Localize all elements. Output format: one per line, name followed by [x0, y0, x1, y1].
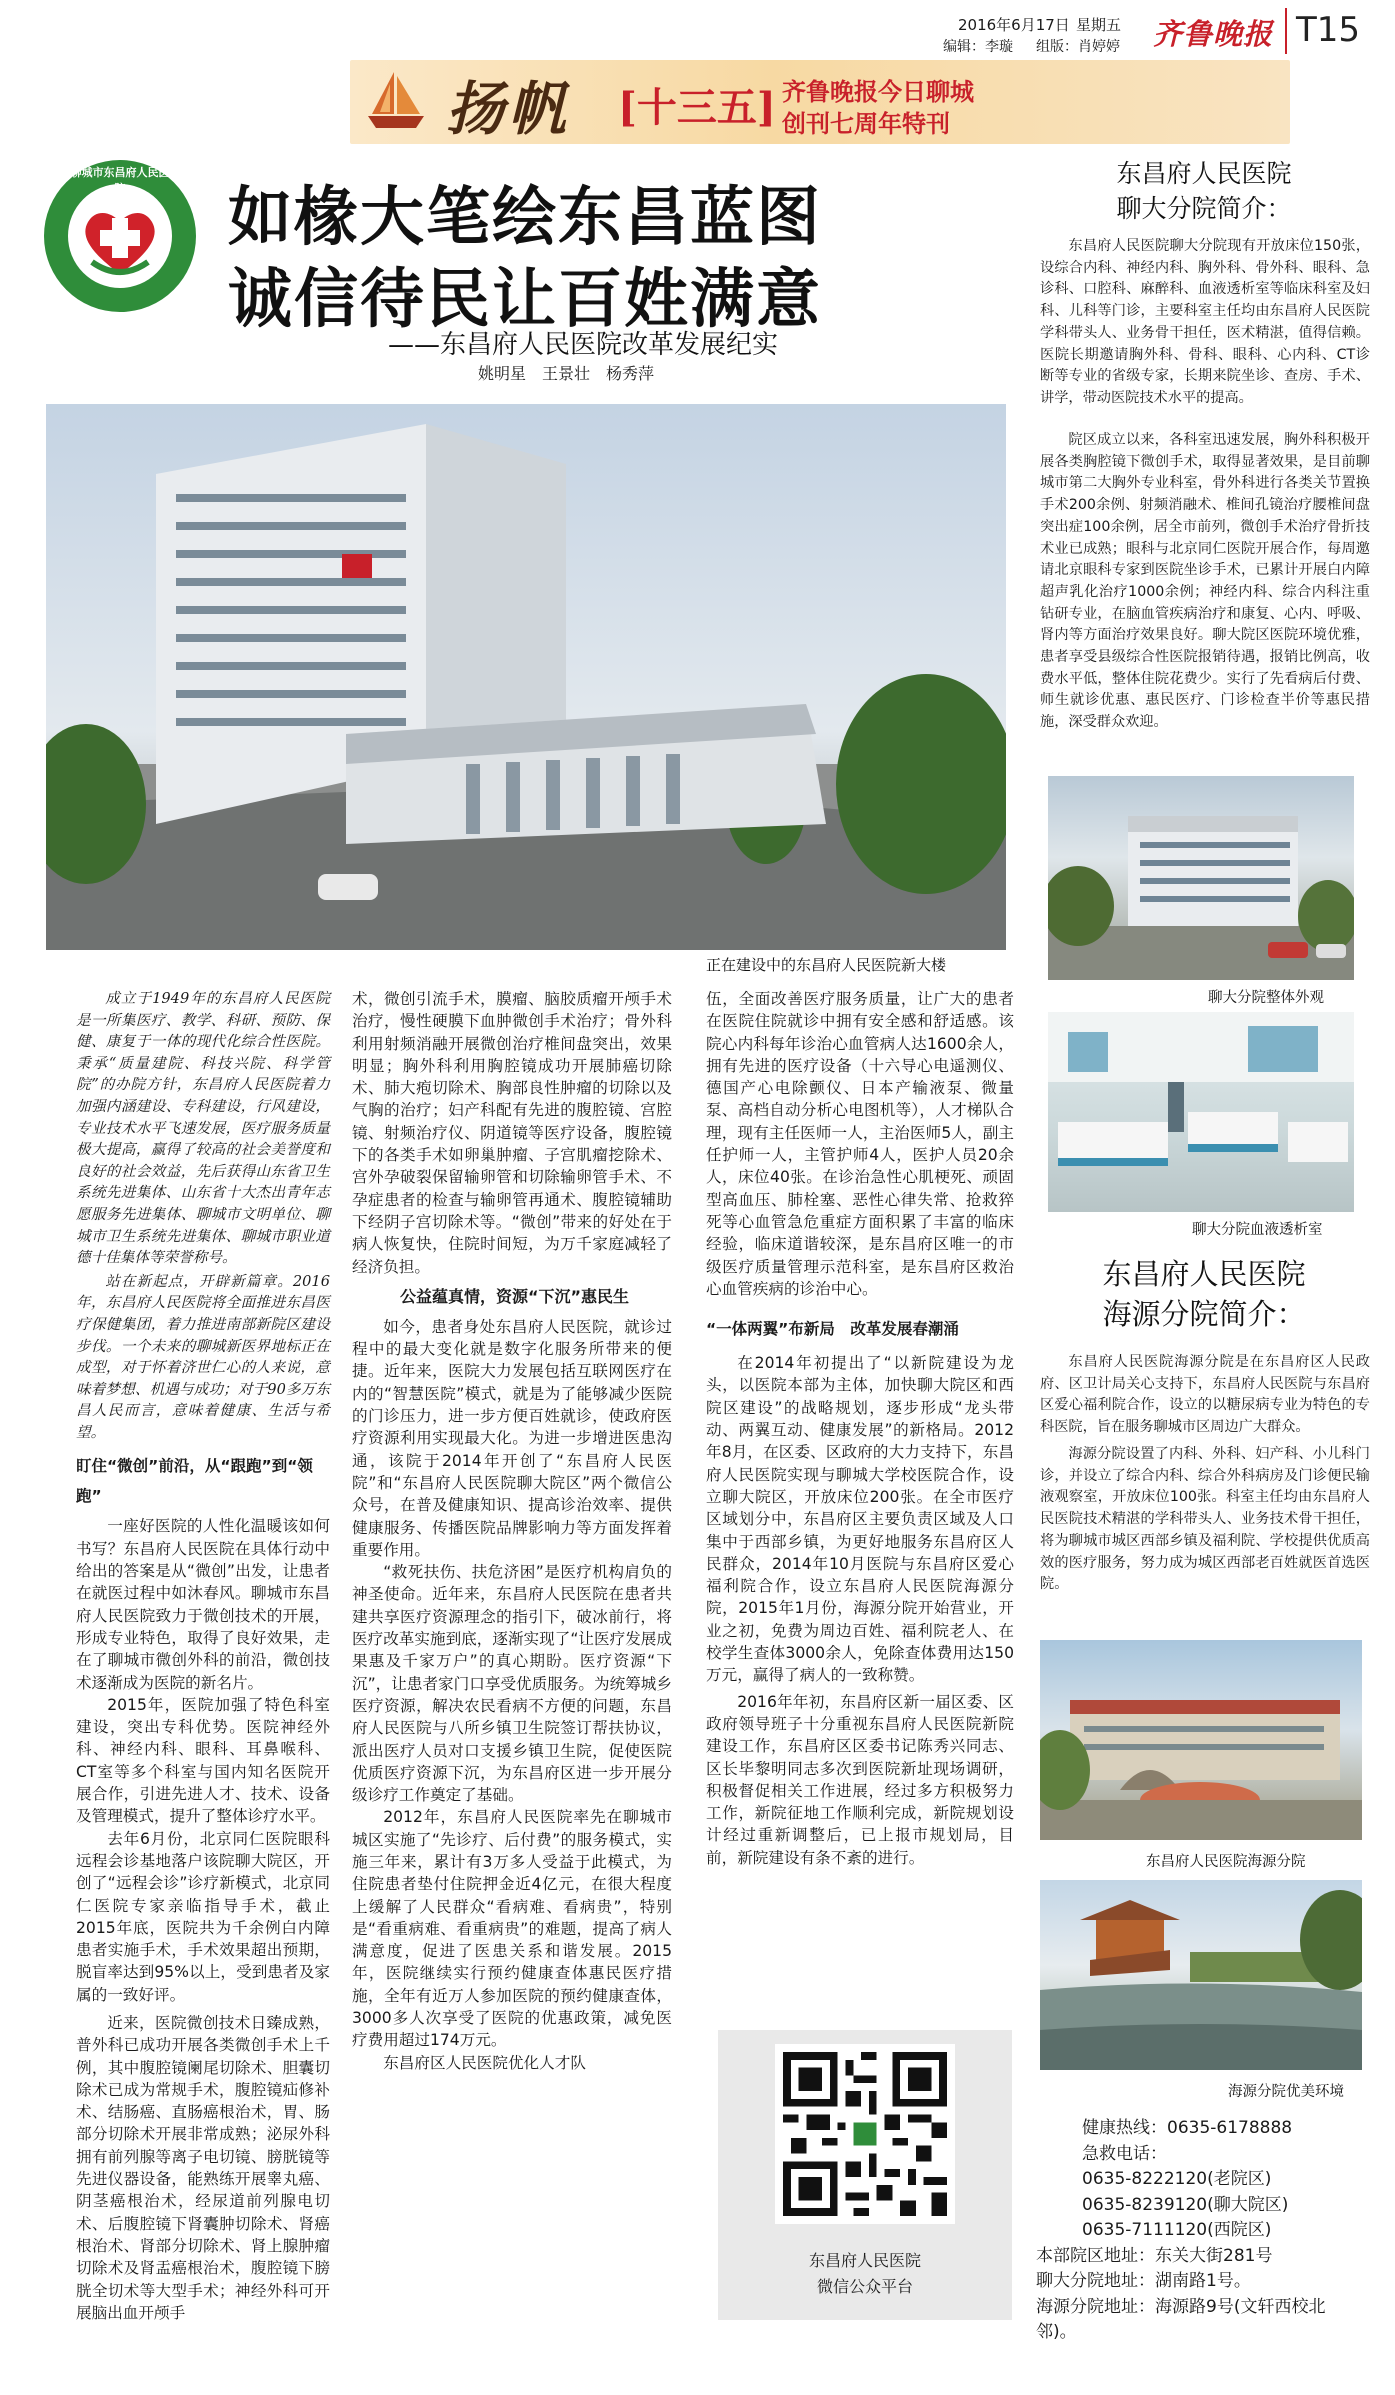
photo-haiyuan-branch — [1040, 1640, 1362, 1840]
caption-liaoda-exterior: 聊大分院整体外观 — [1208, 990, 1324, 1006]
designer-credit: 组版：肖婷婷 — [1036, 39, 1120, 55]
contact-address-main: 本部院区地址：东关大街281号 — [1036, 2245, 1273, 2266]
banner-logo-text: 扬帆 — [446, 75, 571, 143]
banner-series: [十三五] — [618, 84, 776, 131]
right-sidebar-heading-2 — [1030, 1254, 1378, 1334]
intro-paragraph-2: 站在新起点，开辟新篇章。2016年，东昌府人民医院将全面推进东昌医疗保健集团，着力推进南部新院区建设步伐。一个未来的聊城新医界地标正在成型，对于怀着济世仁心的人来说，意味着梦想、机遇与成功；对于90多万东昌人民而言，意味着健康、生活与希望。 — [76, 1272, 330, 1441]
caption-haiyuan-branch: 东昌府人民医院海源分院 — [1146, 1854, 1306, 1870]
main-photo-new-building — [46, 404, 1006, 950]
sailboat-icon — [360, 66, 432, 142]
col1-paragraph-2: 2015年，医院加强了特色科室建设，突出专科优势。医院神经外科、神经内科、眼科、耳鼻喉科、CT室等多个科室与国内知名医院开展合作，引进先进人才、技术、设备及管理模式，提升了整体诊疗水平。 — [76, 1695, 330, 1826]
sidebar-heading-1-line2: 聊大分院简介： — [1116, 194, 1292, 223]
headline-line1: 如椽大笔绘东昌蓝图 — [228, 180, 822, 255]
masthead — [0, 0, 1395, 60]
sidebar-heading-2-line2: 海源分院简介： — [1102, 1297, 1306, 1331]
section-heading-public-welfare: 公益蕴真情，资源“下沉”惠民生 — [400, 1286, 630, 1306]
col2-paragraph-1: 术，微创引流手术，膜瘤、脑胶质瘤开颅手术治疗，慢性硬膜下血肿微创手术治疗；骨外科利用射频消融开展微创治疗椎间盘突出，效果明显；胸外科利用胸腔镜成功开展肺癌切除术、肺大疱切除术、胸部良性肿瘤的切除以及气胸的治疗；妇产科配有先进的腹腔镜、宫腔镜、射频治疗仪、阴道镜等医疗设备，腹腔镜下的各类手术如卵巢肿瘤、子宫肌瘤挖除术、宫外孕破裂保留输卵管和切除输卵管手术、不孕症患者的检查与输卵管再通术、腹腔镜辅助下经阴子宫切除术等。“微创”带来的好处在于病人恢复快，住院时间短，为万千家庭减轻了经济负担。 — [352, 990, 672, 1276]
section-heading-one-body-two-wings: “一体两翼”布新局 改革发展春潮涌 — [706, 1320, 959, 1339]
caption-liaoda-dialysis: 聊大分院血液透析室 — [1192, 1222, 1323, 1238]
headline-line2: 诚信待民让百姓满意 — [228, 262, 822, 337]
contact-health-hotline: 健康热线：0635-6178888 — [1082, 2118, 1293, 2138]
section-heading-minimally-invasive: 盯住“微创”前沿，从“跟跑”到“领跑” — [76, 1457, 313, 1506]
col1-paragraph-4: 近来，医院微创技术日臻成熟，普外科已成功开展各类微创手术上千例，其中腹腔镜阑尾切除术、胆囊切除术已成为常规手术，腹腔镜疝修补术、结肠癌、直肠癌根治术，胃、肠部分切除术开展非常成熟；泌尿外科拥有前列腺等离子电切镜、膀胱镜等先进仪器设备，能熟练开展睾丸癌、阴茎癌根治术，经尿道前列腺电切术、后腹腔镜下肾囊肿切除术、肾癌根治术、肾部分切除术、肾上腺肿瘤切除术及肾盂癌根治术，腹腔镜下膀胱全切术等大型手术；神经外科可开展脑出血开颅手 — [76, 2014, 330, 2322]
banner-line2: 创刊七周年特刊 — [782, 110, 950, 138]
contact-phone-west: 0635-7111120(西院区) — [1082, 2220, 1272, 2240]
issue-weekday: 星期五 — [1076, 16, 1122, 34]
editor-credit: 编辑：李璇 — [943, 39, 1013, 55]
contact-phone-old-campus: 0635-8222120(老院区) — [1082, 2169, 1272, 2189]
page-number: T15 — [1296, 10, 1361, 50]
qr-code-image[interactable] — [775, 2044, 955, 2224]
qr-panel — [718, 2030, 1012, 2320]
sidebar-heading-2-line1: 东昌府人民医院 — [1102, 1257, 1306, 1291]
col2-paragraph-3: “救死扶伤、扶危济困”是医疗机构肩负的神圣使命。近年来，东昌府人民医院在患者共建共享医疗资源理念的指引下，破冰前行，将医疗改革实施到底，逐渐实现了“让医疗发展成果惠及千家万户”的真心期盼。医疗资源“下沉”，让患者家门口享受优质服务。为统筹城乡医疗资源，解决农民看病不方便的问题，东昌府人民医院与八所乡镇卫生院签订帮扶协议，派出医疗人员对口支援乡镇卫生院，促使医院优质医疗资源下沉，为东昌府区进一步开展分级诊疗工作奠定了基础。 — [352, 1563, 672, 1805]
article-column-1 — [76, 988, 330, 2324]
photo-liaoda-branch-exterior — [1048, 776, 1354, 980]
haiyuan-branch-paragraph-1: 东昌府人民医院海源分院是在东昌府区人民政府、区卫计局关心支持下，东昌府人民医院与东昌府区爱心福利院合作，设立的以糖尿病专业为特色的专科医院，旨在服务聊城市区周边广大群众。 — [1040, 1354, 1370, 1436]
photo-haiyuan-environment — [1040, 1880, 1362, 2070]
anniversary-banner — [350, 60, 1290, 144]
contact-address-liaoda: 聊大分院地址：湖南路1号。 — [1036, 2271, 1251, 2291]
headline-subtitle: ——东昌府人民医院改革发展纪实 — [388, 330, 779, 360]
col2-paragraph-2: 如今，患者身处东昌府人民医院，就诊过程中的最大变化就是数字化服务所带来的便捷。近年来，医院大力发展包括互联网医疗在内的“智慧医院”模式，就是为了能够减少医院的门诊压力，进一步方便百姓就诊，使政府医疗资源利用实现最大化。为进一步增进医患沟通，该院于2014年开创了“东昌府人民医院”和“东昌府人民医院聊大院区”两个微信公众号，在普及健康知识、提高诊治效率、提供健康服务、传播医院品牌影响力等方面发挥着重要作用。 — [352, 1317, 672, 1559]
newspaper-name: 齐鲁晚报 — [1153, 17, 1274, 51]
contact-emergency-label: 急救电话： — [1082, 2143, 1167, 2164]
col3-paragraph-1: 伍，全面改善医疗服务质量，让广大的患者在医院住院就诊中拥有安全感和舒适感。该院心内科每年诊治心血管病人达1600余人，拥有先进的医疗设备（十六导心电遥测仪、德国产心电除颤仪、日本产输液泵、微量泵、高档自动分析心电图机等），人才梯队合理，现有主任医师一人，主治医师5人，副主任护师一人，主管护师4人，医护人员20余人，床位40张。在诊治急性心肌梗死、顽固型高血压、肺栓塞、恶性心律失常、抢救猝死等心血管急危重症方面积累了丰富的临床经验，临床道谐较深，是东昌府区唯一的市级医疗质量管理示范科室，是东昌府区救治心血管疾病的诊治中心。 — [706, 990, 1014, 1298]
col3-paragraph-3: 2016年年初，东昌府区新一届区委、区政府领导班子十分重视东昌府人民医院新院建设工作，东昌府区区委书记陈秀兴同志、区长毕黎明同志多次到医院新址现场调研，积极督促相关工作进展，经过多方积极努力工作，新院征地工作顺利完成，新院规划设计经过重新调整后，已上报市规划局，目前，新院建设有条不紊的进行。 — [706, 1692, 1014, 1867]
issue-date: 2016年6月17日 — [958, 16, 1070, 34]
hospital-logo — [40, 156, 200, 316]
intro-paragraph-1: 成立于1949年的东昌府人民医院是一所集医疗、教学、科研、预防、保健、康复于一体的现代化综合性医院。秉承“质量建院、科技兴院、科学管院”的办院方针，东昌府人民医院着力加强内涵建设、专科建设，行风建设，专业技术水平飞速发展，医疗服务质量极大提高，赢得了较高的社会美誉度和良好的社会效益，先后获得山东省卫生系统先进集体、山东省十大杰出青年志愿服务先进集体、聊城市文明单位、聊城市卫生系统先进集体、聊城市职业道德十佳集体等荣誉称号。 — [76, 990, 330, 1267]
article-column-2 — [352, 988, 672, 2074]
liaoda-branch-paragraph-1: 东昌府人民医院聊大分院现有开放床位150张，设综合内科、神经内科、胸外科、骨外科、眼科、急诊科、口腔科、麻醉科、血液透析室等临床科室及妇科、儿科等门诊，主要科室主任均由东昌府人民医院学科带头人、业务骨干担任，医术精湛，值得信赖。医院长期邀请胸外科、骨科、眼科、心内科、CT诊断等专业的省级专家，长期来院坐诊、查房、手术、讲学，带动医院技术水平的提高。 — [1040, 238, 1370, 406]
article-column-3 — [706, 988, 1014, 1869]
masthead-divider — [1285, 8, 1287, 54]
photo-liaoda-dialysis-room — [1048, 1012, 1354, 1212]
col1-paragraph-1: 一座好医院的人性化温暖该如何书写？东昌府人民医院在具体行动中给出的答案是从“微创”出发，让患者在就医过程中如沐春风。聊城市东昌府人民医院致力于微创技术的开展，形成专业特色，取得了良好效果，走在了聊城市微创外科的前沿，微创技术逐渐成为医院的新名片。 — [76, 1517, 330, 1692]
contact-address-haiyuan: 海源分院地址：海源路9号(文轩西校北邻)。 — [1036, 2296, 1326, 2342]
sidebar-heading-1-line1: 东昌府人民医院 — [1116, 159, 1292, 188]
contact-phone-liaoda: 0635-8239120(聊大院区) — [1082, 2194, 1289, 2215]
banner-line1: 齐鲁晚报今日聊城 — [782, 78, 974, 106]
main-photo-caption: 正在建设中的东昌府人民医院新大楼 — [706, 956, 947, 974]
caption-haiyuan-environment: 海源分院优美环境 — [1228, 2084, 1344, 2100]
qr-caption-line1: 东昌府人民医院 — [808, 2251, 921, 2270]
col2-paragraph-5: 东昌府区人民医院优化人才队 — [383, 2053, 586, 2072]
logo-ring-text: 聊城市东昌府人民医院 — [70, 166, 170, 195]
col3-paragraph-2: 在2014年初提出了“以新院建设为龙头，以医院本部为主体，加快聊大院区和西院区建设”的战略规划，逐步形成“龙头带动、两翼互动、健康发展”的新格局。2012年8月，在区委、区政府的大力支持下，东昌府人民医院实现与聊城大学校医院合作，设立聊大院区，开放床位200张。在全市医疗区域划分中，东昌府区主要负责区域及人口集中于西部乡镇，为更好地服务东昌府区人民群众，2014年10月医院与东昌府区爱心福利院合作，设立东昌府人民医院海源分院，2015年1月份，海源分院开始营业，开业之初，免费为周边百姓、福利院老人、在校学生查体3000余人，免除查体费用达150万元，赢得了病人的一致称赞。 — [706, 1354, 1014, 1685]
col2-paragraph-4: 2012年，东昌府人民医院率先在聊城市城区实施了“先诊疗、后付费”的服务模式，实施三年来，累计有3万多人受益于此模式，为住院患者垫付住院押金近4亿元，在很大程度上缓解了人民群众“看病难、看病贵”，特别是“看重病难、看重病贵”的难题，提高了病人满意度，促进了医患关系和谐发展。2015年，医院继续实行预约健康查体惠民医疗措施，全年有近万人参加医院的预约健康查体，3000多人次享受了医院的优惠政策，减免医疗费用超过174万元。 — [352, 1808, 672, 2050]
headline-authors: 姚明星 王景壮 杨秀萍 — [478, 364, 655, 383]
contact-info — [1036, 2116, 1376, 2346]
right-sidebar-heading-1 — [1030, 156, 1378, 226]
liaoda-branch-paragraph-2: 院区成立以来，各科室迅速发展，胸外科积极开展各类胸腔镜下微创手术，取得显著效果，是目前聊城市第二大胸外专业科室，骨外科进行各类关节置换手术200余例、射频消融术、椎间孔镜治疗腰椎间盘突出症100余例，居全市前列，微创手术治疗骨折技术业已成熟；眼科与北京同仁医院开展合作，每周邀请北京眼科专家到医院坐诊手术，已累计开展白内障超声乳化治疗1000余例；神经内科、综合内科注重钻研专业，在脑血管疾病治疗和康复、心内、呼吸、肾内等方面治疗效果良好。聊大院区医院环境优雅，患者享受县级综合性医院报销待遇，报销比例高，收费水平低，整体住院花费少。实行了先看病后付费、师生就诊优惠、惠民医疗、门诊检查半价等惠民措施，深受群众欢迎。 — [1040, 432, 1370, 731]
haiyuan-branch-paragraph-2: 海源分院设置了内科、外科、妇产科、小儿科门诊，并设立了综合内科、综合外科病房及门诊便民输液观察室，开放床位100张。科室主任均由东昌府人民医院技术精湛的学科带头人、业务技术骨干担任，将为聊城市城区西部乡镇及福利院、学校提供优质高效的医疗服务，努力成为城区西部老百姓就医首选医院。 — [1040, 1446, 1370, 1593]
qr-caption-line2: 微信公众平台 — [816, 2277, 913, 2296]
col1-paragraph-3: 去年6月份，北京同仁医院眼科远程会诊基地落户该院聊大院区，开创了“远程会诊”诊疗新模式，北京同仁医院专家亲临指导手术，截止2015年底，医院共为千余例白内障患者实施手术，手术效果超出预期，脱盲率达到95%以上，受到患者及家属的一致好评。 — [76, 1829, 330, 2004]
